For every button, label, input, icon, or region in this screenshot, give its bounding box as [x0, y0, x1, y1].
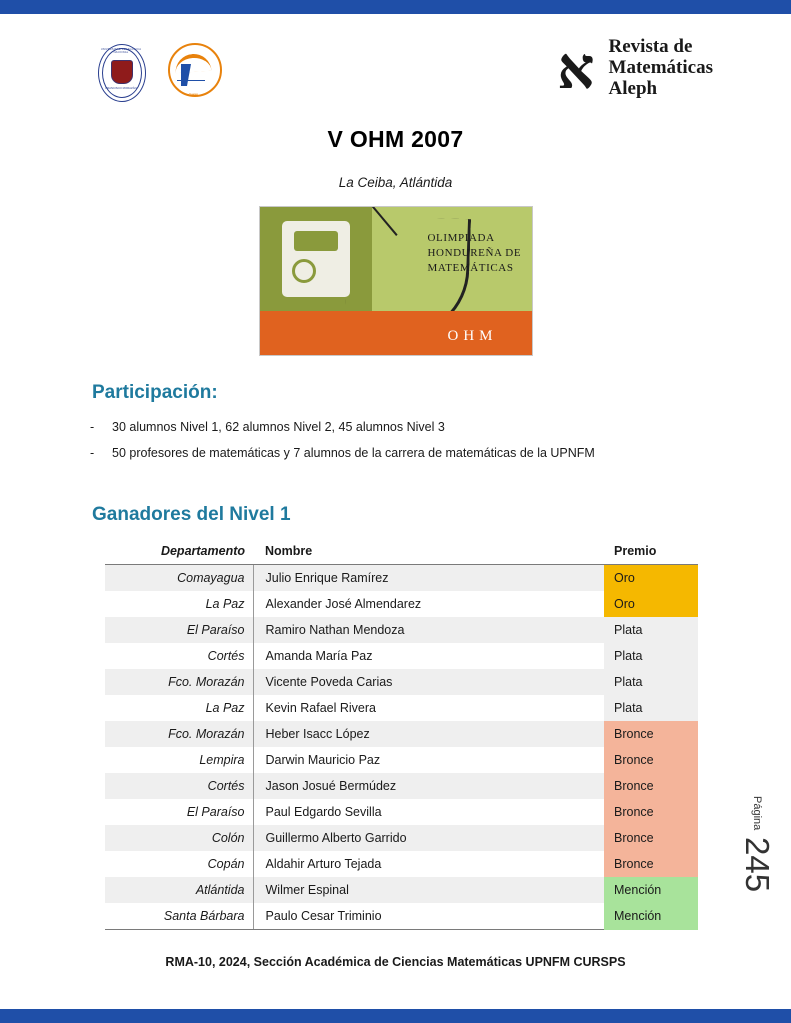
cell-premio: Bronce — [604, 773, 698, 799]
cell-premio: Plata — [604, 669, 698, 695]
cell-premio: Bronce — [604, 825, 698, 851]
table-row — [105, 747, 698, 773]
upnfm-seal-top-text: UNIVERSIDAD PEDAGÓGICA NACIONAL — [100, 48, 142, 54]
table-row — [105, 877, 698, 903]
poster-line-1: OLIMPIADA — [427, 232, 495, 244]
cell-departamento: Santa Bárbara — [105, 903, 253, 930]
cell-premio: Plata — [604, 617, 698, 643]
cell-nombre: Wilmer Espinal — [253, 877, 604, 903]
olympiad-poster-image — [259, 206, 533, 356]
table-row — [105, 695, 698, 721]
cell-premio: Bronce — [604, 851, 698, 877]
list-item: - 50 profesores de matemáticas y 7 alumnos de la carrera de matemáticas de la UPNFM — [112, 440, 672, 466]
bottom-accent-bar — [0, 1009, 791, 1023]
document-page — [0, 14, 791, 1009]
cell-nombre: Amanda María Paz — [265, 649, 373, 663]
winners-heading: Ganadores del Nivel 1 — [92, 504, 291, 525]
top-accent-bar — [0, 0, 791, 14]
ohm-logo-icon — [163, 42, 223, 104]
table-row — [105, 799, 698, 825]
table-row — [105, 669, 698, 695]
cell-nombre: Ramiro Nathan Mendoza — [253, 617, 604, 643]
page-title: V OHM 2007 — [327, 126, 464, 152]
table-row — [105, 643, 698, 669]
cell-nombre: Kevin Rafael Rivera — [265, 701, 376, 715]
masthead-line-3: Aleph — [608, 78, 658, 99]
list-item: - 30 alumnos Nivel 1, 62 alumnos Nivel 2, 45 alumnos Nivel 3 — [112, 414, 672, 440]
cell-nombre: Jason Josué Bermúdez — [253, 773, 604, 799]
cell-nombre: Alexander José Almendarez — [265, 597, 422, 611]
cell-departamento: Copán — [105, 851, 253, 877]
mayan-glyph-icon — [282, 221, 350, 297]
cell-nombre: Vicente Poveda Carias — [253, 669, 604, 695]
cell-premio: Plata — [604, 695, 698, 721]
cell-departamento: El Paraíso — [105, 617, 253, 643]
table-row — [105, 617, 698, 643]
table-row — [105, 565, 698, 592]
table-row — [105, 851, 698, 877]
cell-departamento: Fco. Morazán — [105, 669, 253, 695]
table-row — [105, 825, 698, 851]
table-header-row — [105, 540, 698, 565]
poster-text — [428, 231, 522, 276]
poster-line-3: MATEMÁTICAS — [427, 262, 514, 274]
cell-nombre: Heber Isacc López — [253, 721, 604, 747]
cell-departamento: El Paraíso — [105, 799, 253, 825]
cell-nombre: Darwin Mauricio Paz — [265, 753, 381, 767]
page-number-value: 245 — [739, 836, 776, 892]
cell-nombre: Paulo Cesar Triminio — [253, 903, 604, 930]
table-row — [105, 591, 698, 617]
cell-departamento: Colón — [105, 825, 253, 851]
cell-departamento: Comayagua — [105, 565, 253, 592]
ohm-logo-caption: OHM — [188, 92, 198, 97]
page-header — [0, 14, 791, 124]
upnfm-seal-icon — [95, 42, 147, 104]
masthead-line-2: Matemáticas — [608, 57, 713, 78]
cell-departamento: Cortés — [105, 643, 253, 669]
column-header-departamento: Departamento — [105, 540, 253, 565]
page-number-label: Página — [751, 795, 763, 830]
journal-masthead — [557, 33, 713, 102]
cell-premio: Mención — [604, 877, 698, 903]
cell-departamento: Fco. Morazán — [105, 721, 253, 747]
cell-departamento: Lempira — [105, 747, 253, 773]
cell-nombre: Paul Edgardo Sevilla — [265, 805, 382, 819]
cell-premio: Plata — [604, 643, 698, 669]
cell-departamento: Cortés — [105, 773, 253, 799]
cell-premio: Bronce — [604, 799, 698, 825]
poster-ohm-text: OHM — [447, 328, 498, 344]
cell-nombre: Julio Enrique Ramírez — [253, 565, 604, 592]
winners-table — [105, 540, 698, 930]
page-subtitle: La Ceiba, Atlántida — [338, 175, 453, 190]
column-header-premio: Premio — [604, 540, 698, 565]
cell-premio: Oro — [604, 591, 698, 617]
cell-departamento: Atlántida — [105, 877, 253, 903]
cell-premio: Bronce — [604, 747, 698, 773]
cell-nombre: Aldahir Arturo Tejada — [265, 857, 382, 871]
table-row — [105, 721, 698, 747]
column-header-nombre: Nombre — [253, 540, 604, 565]
winners-table-body — [105, 565, 698, 930]
poster-line-2: HONDUREÑA DE — [427, 247, 522, 259]
page-number — [737, 796, 777, 897]
cell-premio: Bronce — [604, 721, 698, 747]
aleph-glyph-icon: א — [557, 33, 595, 102]
cell-departamento: La Paz — [105, 591, 253, 617]
masthead-line-1: Revista de — [608, 36, 693, 57]
page-footer: RMA-10, 2024, Sección Académica de Ciencias Matemáticas UPNFM CURSPS — [165, 955, 626, 969]
table-row — [105, 773, 698, 799]
cell-nombre: Guillermo Alberto Garrido — [253, 825, 604, 851]
upnfm-seal-bottom-text: FRANCISCO MORAZÁN — [105, 86, 137, 90]
masthead-text — [609, 36, 713, 99]
participation-heading: Participación: — [92, 382, 218, 403]
cell-premio: Mención — [604, 903, 698, 930]
cell-premio: Oro — [604, 565, 698, 592]
cell-departamento: La Paz — [105, 695, 253, 721]
table-row — [105, 903, 698, 930]
participation-list — [0, 414, 791, 466]
